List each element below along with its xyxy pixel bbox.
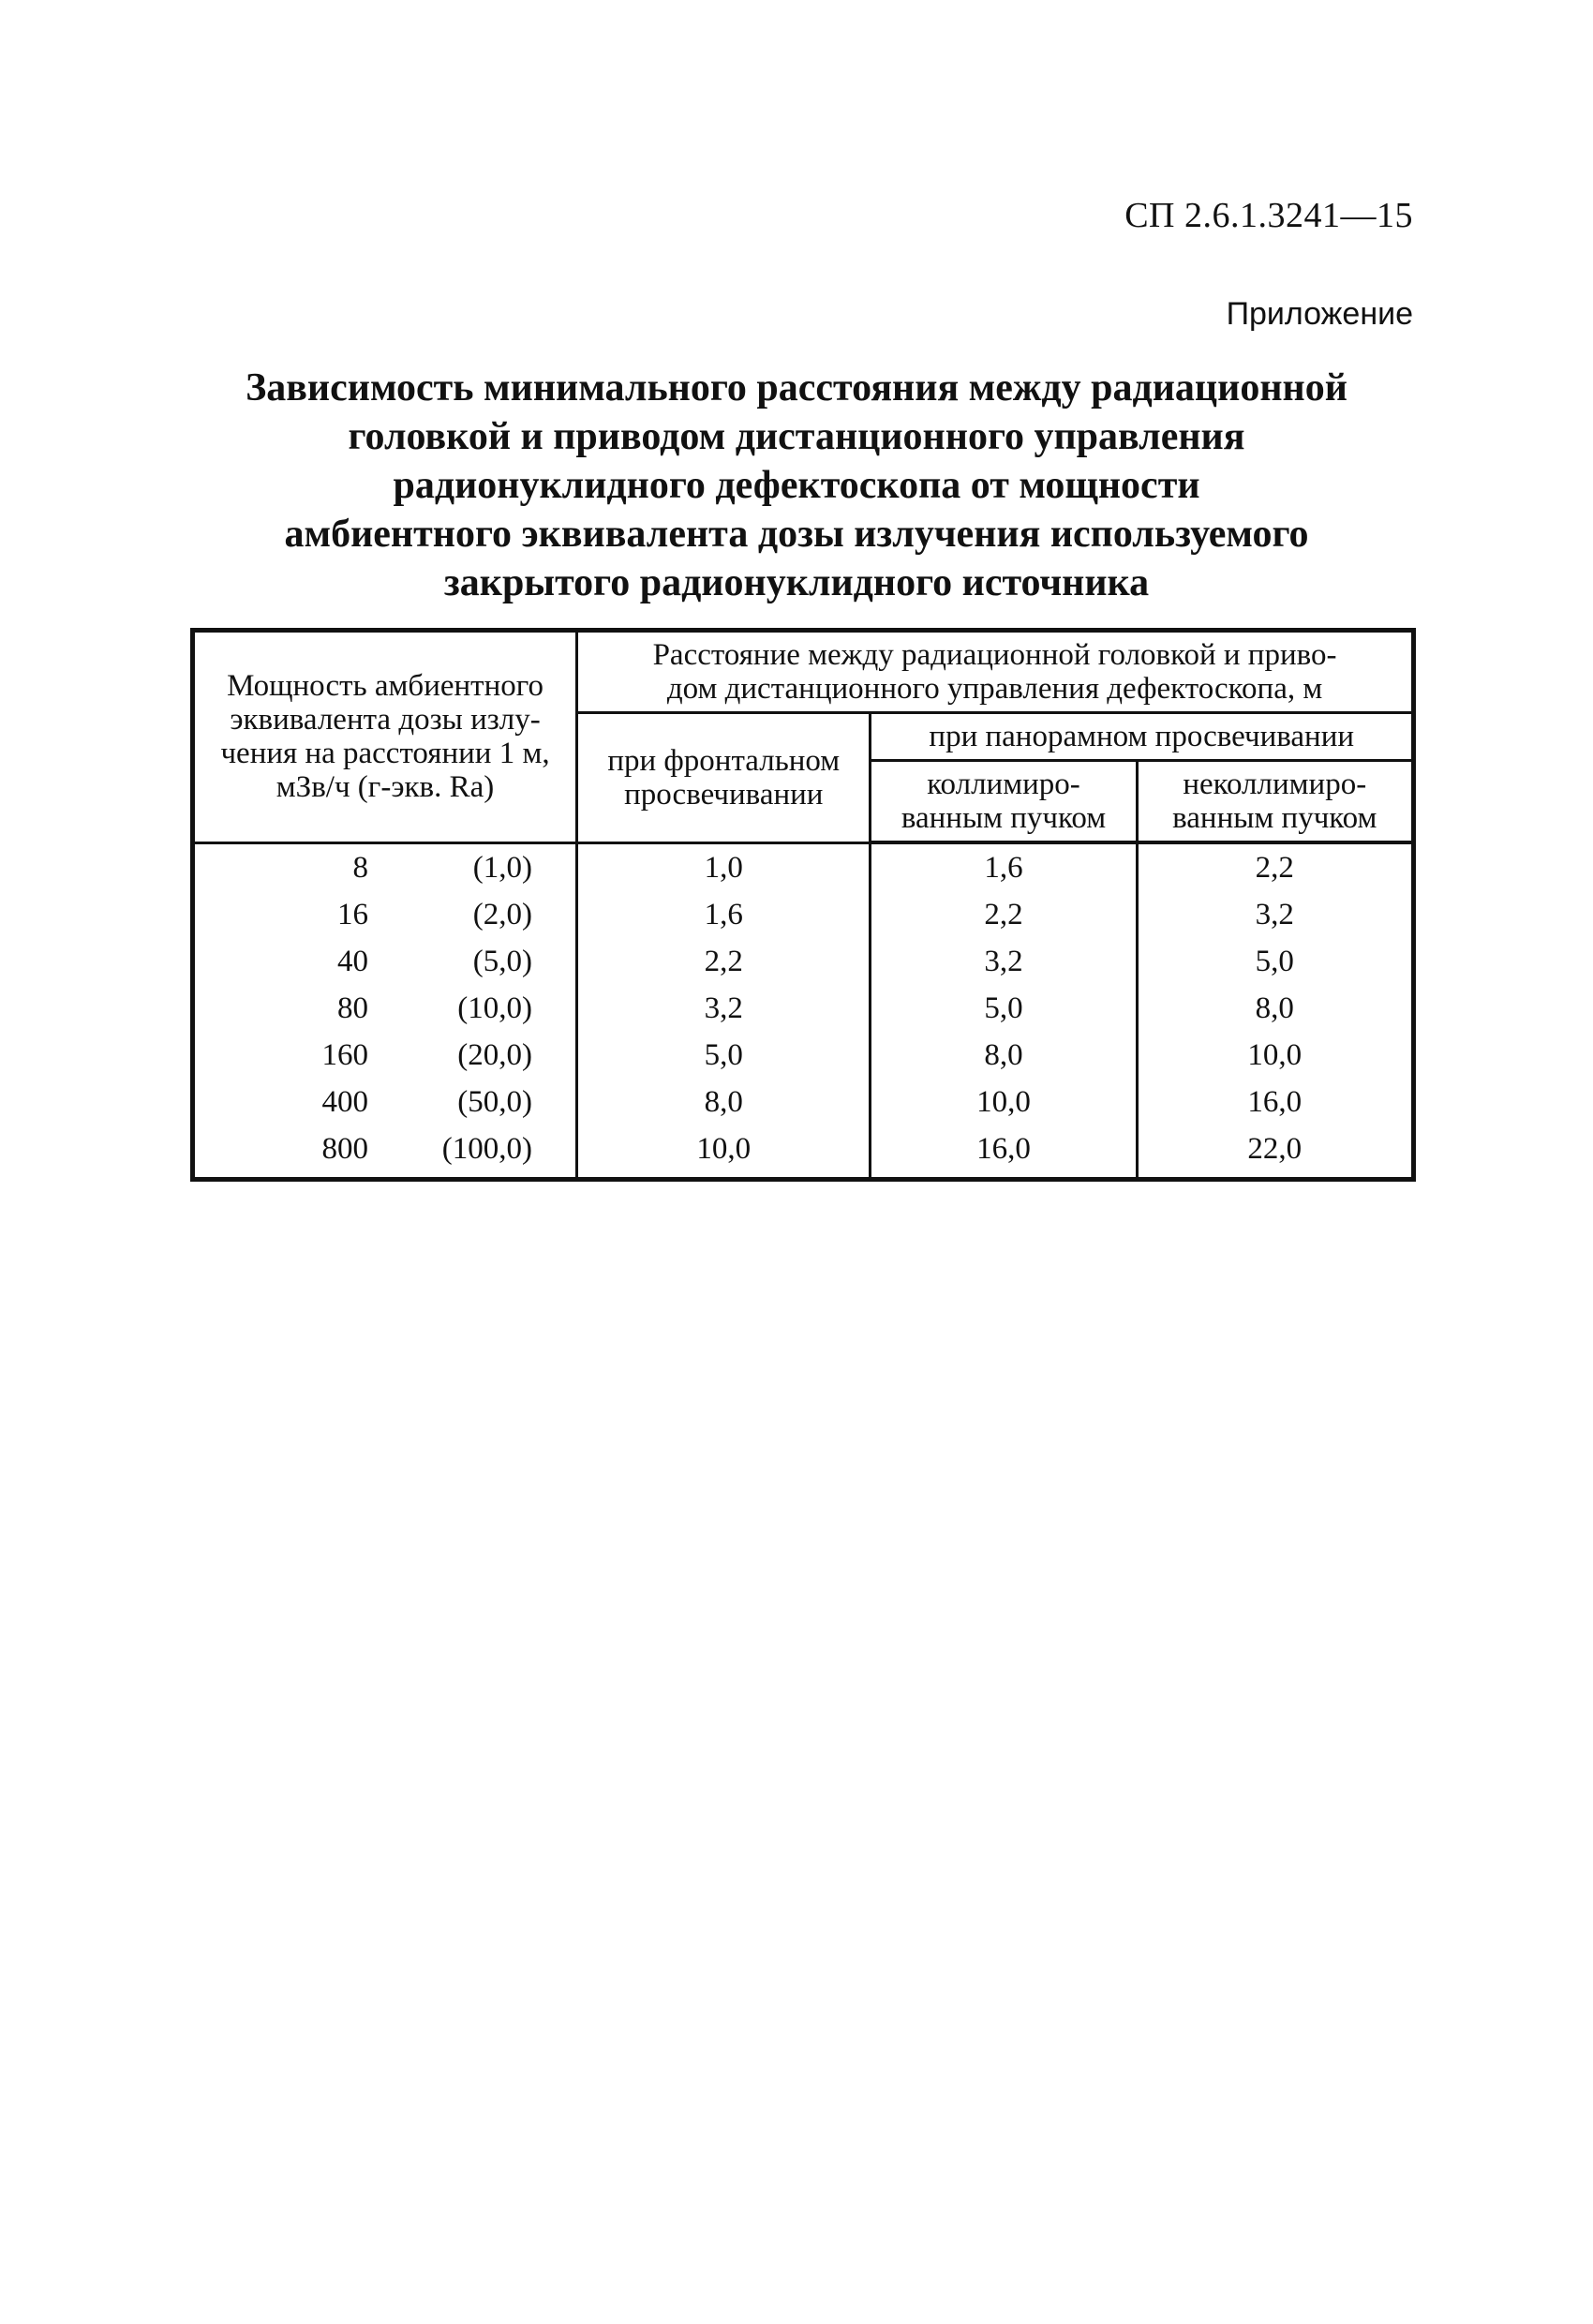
table-row bbox=[193, 1125, 1414, 1180]
cell-power bbox=[193, 1079, 577, 1125]
page-title bbox=[187, 364, 1406, 607]
header-line: неколлимиро- bbox=[1183, 767, 1367, 801]
cell-frontal: 1,6 bbox=[577, 891, 871, 938]
table-row bbox=[193, 842, 1414, 891]
power-value: 160 bbox=[321, 1038, 368, 1072]
cell-power bbox=[193, 891, 577, 938]
cell-noncollimated: 8,0 bbox=[1137, 985, 1413, 1032]
table-row bbox=[193, 891, 1414, 938]
cell-collimated: 16,0 bbox=[871, 1125, 1137, 1180]
power-value: 80 bbox=[337, 991, 368, 1025]
header-line: коллимиро- bbox=[927, 767, 1080, 801]
cell-collimated: 1,6 bbox=[871, 842, 1137, 891]
header-line: при фронтальном bbox=[607, 743, 841, 778]
power-value: 8 bbox=[352, 850, 368, 885]
title-line: Зависимость минимального расстояния между радиационной bbox=[246, 366, 1347, 410]
cell-noncollimated: 3,2 bbox=[1137, 891, 1413, 938]
header-panoramic: при панорамном просвечивании bbox=[871, 713, 1414, 761]
header-frontal bbox=[577, 713, 871, 843]
cell-noncollimated: 22,0 bbox=[1137, 1125, 1413, 1180]
ra-equivalent: (10,0) bbox=[457, 991, 532, 1025]
header-line: дом дистанционного управления дефектоскопа, м bbox=[666, 672, 1323, 706]
distance-table bbox=[190, 628, 1416, 1182]
header-line: чения на расстоянии 1 м, bbox=[220, 737, 550, 771]
table-row bbox=[193, 938, 1414, 985]
cell-power bbox=[193, 1032, 577, 1079]
cell-frontal: 2,2 bbox=[577, 938, 871, 985]
title-line: амбиентного эквивалента дозы излучения используемого bbox=[284, 513, 1309, 556]
power-value: 16 bbox=[337, 898, 368, 931]
ra-equivalent: (5,0) bbox=[472, 945, 532, 978]
table-row bbox=[193, 985, 1414, 1032]
ra-equivalent: (100,0) bbox=[441, 1132, 532, 1166]
ra-equivalent: (1,0) bbox=[472, 850, 532, 885]
ra-equivalent: (20,0) bbox=[457, 1038, 532, 1072]
cell-frontal: 1,0 bbox=[577, 842, 871, 891]
ra-equivalent: (2,0) bbox=[472, 898, 532, 931]
cell-power bbox=[193, 938, 577, 985]
cell-collimated: 10,0 bbox=[871, 1079, 1137, 1125]
header-distance bbox=[577, 631, 1414, 713]
title-line: радионуклидного дефектоскопа от мощности bbox=[393, 464, 1200, 507]
cell-frontal: 5,0 bbox=[577, 1032, 871, 1079]
cell-power bbox=[193, 842, 577, 891]
title-line: головкой и приводом дистанционного управления bbox=[348, 415, 1245, 458]
power-value: 40 bbox=[337, 945, 368, 978]
cell-collimated: 3,2 bbox=[871, 938, 1137, 985]
cell-power bbox=[193, 985, 577, 1032]
header-line: ванным пучком bbox=[1172, 801, 1377, 835]
header-line: эквивалента дозы излу- bbox=[230, 703, 541, 737]
cell-noncollimated: 16,0 bbox=[1137, 1079, 1413, 1125]
cell-collimated: 8,0 bbox=[871, 1032, 1137, 1079]
header-line: ванным пучком bbox=[901, 801, 1107, 835]
table-row bbox=[193, 1079, 1414, 1125]
header-line: мЗв/ч (г-экв. Ra) bbox=[275, 770, 495, 805]
power-value: 800 bbox=[321, 1132, 368, 1166]
title-line: закрытого радионуклидного источника bbox=[443, 561, 1150, 604]
document-code: СП 2.6.1.3241—15 bbox=[1124, 196, 1413, 235]
appendix-label: Приложение bbox=[1226, 296, 1413, 332]
header-noncollimated bbox=[1137, 761, 1413, 843]
header-line: Мощность амбиентного bbox=[227, 669, 543, 704]
cell-noncollimated: 2,2 bbox=[1137, 842, 1413, 891]
cell-frontal: 8,0 bbox=[577, 1079, 871, 1125]
cell-noncollimated: 5,0 bbox=[1137, 938, 1413, 985]
cell-collimated: 5,0 bbox=[871, 985, 1137, 1032]
cell-frontal: 10,0 bbox=[577, 1125, 871, 1180]
power-value: 400 bbox=[321, 1085, 368, 1119]
header-line: Расстояние между радиационной головкой и приво- bbox=[652, 638, 1337, 672]
ra-equivalent: (50,0) bbox=[457, 1085, 532, 1119]
header-power bbox=[193, 631, 577, 843]
header-line: просвечивании bbox=[624, 777, 824, 812]
cell-noncollimated: 10,0 bbox=[1137, 1032, 1413, 1079]
cell-collimated: 2,2 bbox=[871, 891, 1137, 938]
header-collimated bbox=[871, 761, 1137, 843]
cell-frontal: 3,2 bbox=[577, 985, 871, 1032]
table-row bbox=[193, 1032, 1414, 1079]
cell-power bbox=[193, 1125, 577, 1180]
